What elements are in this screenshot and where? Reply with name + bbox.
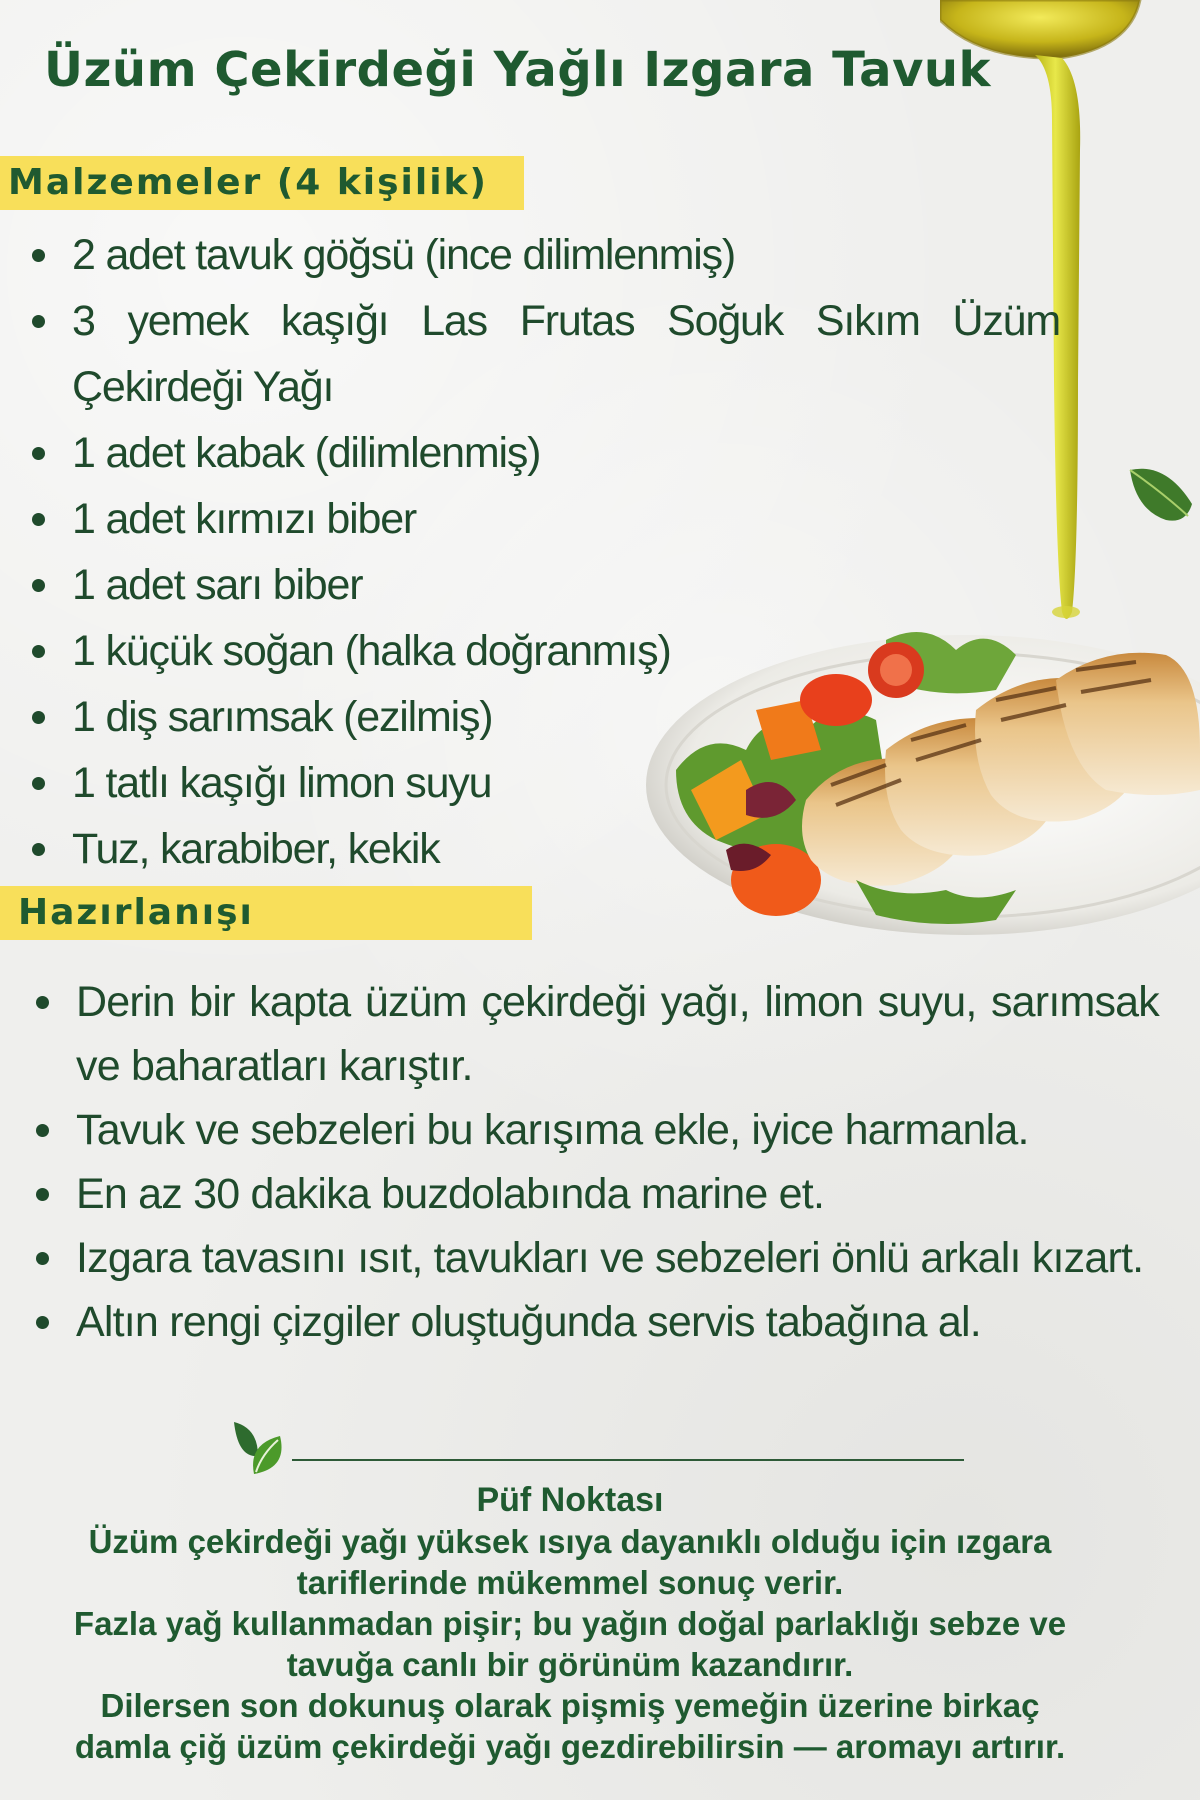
ingredient-item: 1 adet sarı biber: [30, 552, 1070, 618]
bullet-icon: [32, 711, 45, 724]
ingredient-item: 2 adet tavuk göğsü (ince dilimlenmiş): [30, 222, 1070, 288]
page-title: Üzüm Çekirdeği Yağlı Izgara Tavuk: [44, 42, 991, 98]
floating-leaf: [1126, 462, 1198, 528]
preparation-steps: [34, 970, 1159, 1354]
tip-section: [0, 1480, 1140, 1767]
tip-line: Üzüm çekirdeği yağı yüksek ısıya dayanıklı olduğu için ızgara: [88, 1523, 1052, 1560]
bullet-icon: [36, 996, 49, 1009]
tip-line: damla çiğ üzüm çekirdeği yağı gezdirebilirsin — aromayı artırır.: [74, 1728, 1066, 1765]
step-item: Izgara tavasını ısıt, tavukları ve sebzeleri önlü arkalı kızart.: [34, 1226, 1159, 1290]
bullet-icon: [32, 579, 45, 592]
preparation-heading: Hazırlanışı: [0, 886, 532, 940]
leaf-icon: [228, 1418, 288, 1478]
step-item: Derin bir kapta üzüm çekirdeği yağı, limon suyu, sarımsak ve baharatları karıştır.: [34, 970, 1159, 1098]
ingredient-item: 1 diş sarımsak (ezilmiş): [30, 684, 1070, 750]
bullet-icon: [32, 447, 45, 460]
step-item: Altın rengi çizgiler oluştuğunda servis tabağına al.: [34, 1290, 1159, 1354]
bullet-icon: [32, 315, 45, 328]
ingredients-list: [30, 222, 1070, 882]
bullet-icon: [36, 1124, 49, 1137]
bullet-icon: [36, 1252, 49, 1265]
tip-line: tariflerinde mükemmel sonuç verir.: [296, 1564, 844, 1601]
step-item: En az 30 dakika buzdolabında marine et.: [34, 1162, 1159, 1226]
step-item: Tavuk ve sebzeleri bu karışıma ekle, iyice harmanla.: [34, 1098, 1159, 1162]
tip-line: Dilersen son dokunuş olarak pişmiş yemeğin üzerine birkaç: [100, 1687, 1040, 1724]
bullet-icon: [32, 249, 45, 262]
tip-divider: [292, 1459, 964, 1461]
ingredients-heading: Malzemeler (4 kişilik): [0, 156, 524, 210]
ingredient-item: 1 tatlı kaşığı limon suyu: [30, 750, 1070, 816]
ingredient-item: Tuz, karabiber, kekik: [30, 816, 1070, 882]
ingredient-item: 1 küçük soğan (halka doğranmış): [30, 618, 1070, 684]
bullet-icon: [32, 645, 45, 658]
bullet-icon: [32, 843, 45, 856]
tip-line: tavuğa canlı bir görünüm kazandırır.: [286, 1646, 854, 1683]
ingredient-item: 1 adet kırmızı biber: [30, 486, 1070, 552]
bullet-icon: [32, 513, 45, 526]
bullet-icon: [36, 1316, 49, 1329]
bullet-icon: [32, 777, 45, 790]
tip-line: Fazla yağ kullanmadan pişir; bu yağın doğal parlaklığı sebze ve: [73, 1605, 1067, 1642]
bullet-icon: [36, 1188, 49, 1201]
tip-title: Püf Noktası: [476, 1481, 664, 1519]
ingredient-item: 3 yemek kaşığı Las Frutas Soğuk Sıkım Üzüm Çekirdeği Yağı: [30, 288, 1060, 420]
ingredient-item: 1 adet kabak (dilimlenmiş): [30, 420, 1070, 486]
